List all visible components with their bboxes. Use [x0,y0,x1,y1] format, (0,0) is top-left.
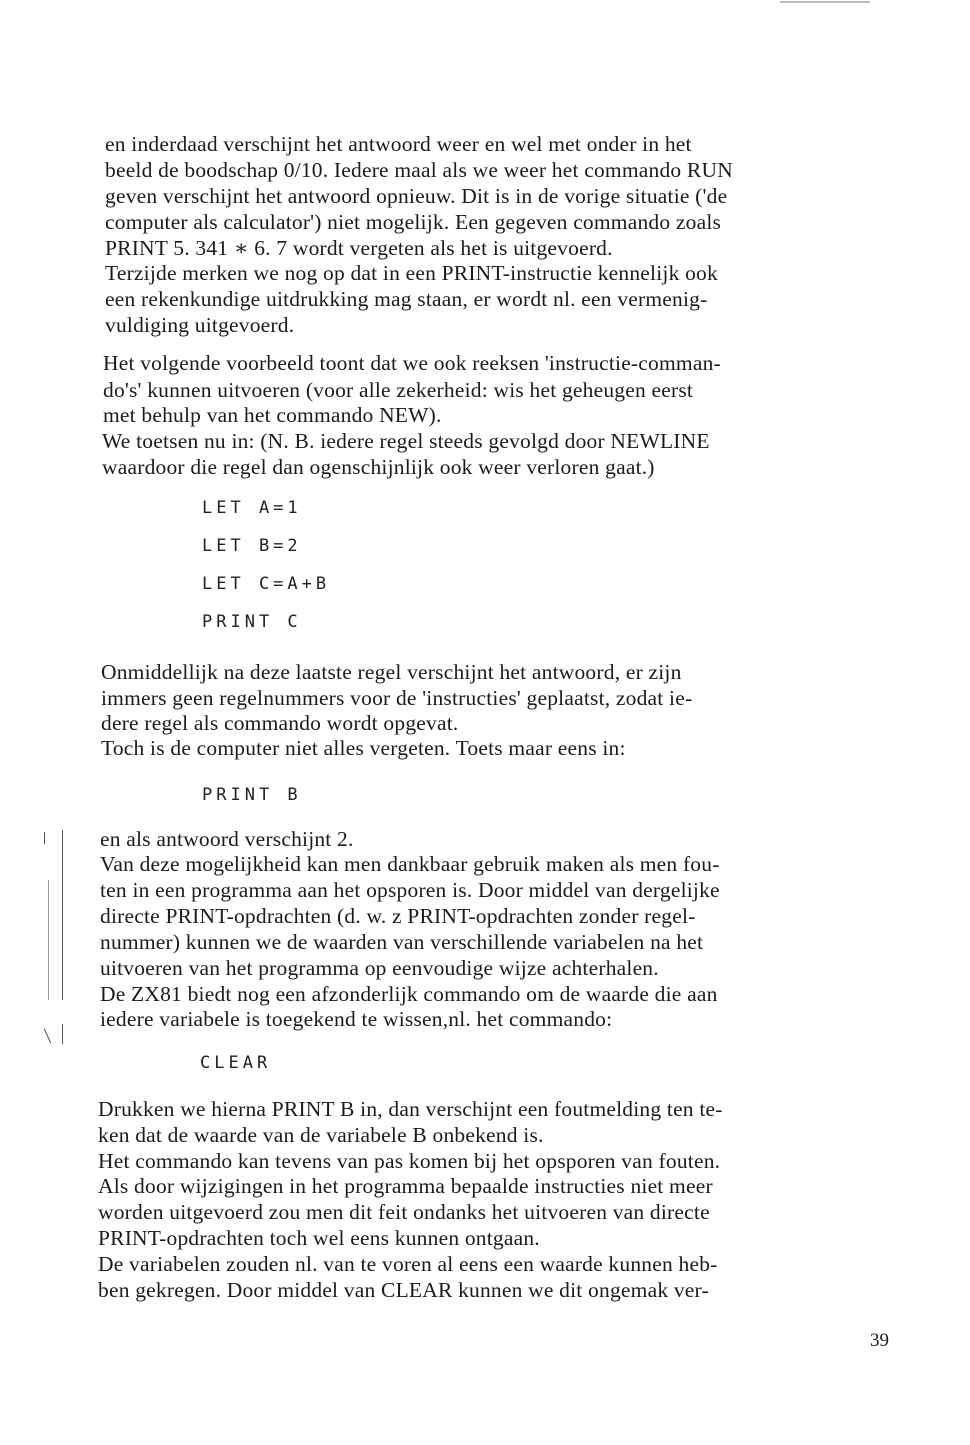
text-line: met behulp van het commando NEW). [103,403,442,427]
text-line: ken dat de waarde van de variabele B onbekend is. [98,1123,544,1147]
margin-mark [62,830,63,1000]
text-line: vuldiging uitgevoerd. [105,313,295,337]
text-line: dere regel als commando wordt opgevat. [101,711,459,735]
text-line: Het volgende voorbeeld toont dat we ook reeksen 'instructie-comman- [103,351,721,375]
scan-edge-mark [780,1,870,3]
text-line: Van deze mogelijkheid kan men dankbaar gebruik maken als men fou- [100,852,720,876]
code-line: LET C=A+B [202,574,331,594]
text-line: De ZX81 biedt nog een afzonderlijk commando om de waarde die aan [100,982,718,1006]
code-line: PRINT B [202,785,302,805]
text-line: Onmiddellijk na deze laatste regel verschijnt het antwoord, er zijn [101,660,682,684]
text-line: ben gekregen. Door middel van CLEAR kunnen we dit ongemak ver- [98,1278,709,1302]
code-line: LET B=2 [202,536,302,556]
text-line: geven verschijnt het antwoord opnieuw. Dit is in de vorige situatie ('de [105,184,728,208]
text-line: We toetsen nu in: (N. B. iedere regel steeds gevolgd door NEWLINE [102,429,710,453]
margin-mark [62,1024,63,1044]
text-line: worden uitgevoerd zou men dit feit ondanks het uitvoeren van directe [98,1200,710,1224]
text-line: uitvoeren van het programma op eenvoudige wijze achterhalen. [100,956,659,980]
text-line: Terzijde merken we nog op dat in een PRINT-instructie kennelijk ook [105,261,718,285]
text-line: een rekenkundige uitdrukking mag staan, er wordt nl. een vermenig- [105,287,708,311]
text-line: do's' kunnen uitvoeren (voor alle zekerheid: wis het geheugen eerst [103,378,694,402]
text-line: PRINT 5. 341 ∗ 6. 7 wordt vergeten als het is uitgevoerd. [105,236,613,260]
margin-mark [44,1029,52,1044]
text-line: directe PRINT-opdrachten (d. w. z PRINT-opdrachten zonder regel- [100,904,696,928]
text-line: waardoor die regel dan ogenschijnlijk ook weer verloren gaat.) [102,455,655,479]
code-line: LET A=1 [202,498,302,518]
text-line: immers geen regelnummers voor de 'instructies' geplaatst, zodat ie- [101,686,693,710]
margin-mark [44,832,45,844]
page-number: 39 [870,1330,889,1351]
text-line: en als antwoord verschijnt 2. [100,827,354,851]
text-line: PRINT-opdrachten toch wel eens kunnen ontgaan. [98,1226,540,1250]
text-line: ten in een programma aan het opsporen is. Door middel van dergelijke [100,878,720,902]
text-line: Het commando kan tevens van pas komen bij het opsporen van fouten. [98,1149,721,1173]
text-line: computer als calculator') niet mogelijk. Een gegeven commando zoals [105,210,722,234]
text-line: Toch is de computer niet alles vergeten. Toets maar eens in: [101,736,626,760]
text-line: beeld de boodschap 0/10. Iedere maal als we weer het commando RUN [105,158,733,182]
text-line: Drukken we hierna PRINT B in, dan verschijnt een foutmelding ten te- [98,1097,723,1121]
text-line: en inderdaad verschijnt het antwoord weer en wel met onder in het [105,132,692,156]
text-line: De variabelen zouden nl. van te voren al eens een waarde kunnen heb- [98,1252,718,1276]
code-line: PRINT C [202,612,302,632]
code-line: CLEAR [200,1053,272,1073]
text-line: iedere variabele is toegekend te wissen,nl. het commando: [100,1007,613,1031]
text-line: nummer) kunnen we de waarden van verschillende variabelen na het [100,930,704,954]
text-line: Als door wijzigingen in het programma bepaalde instructies niet meer [98,1174,713,1198]
margin-mark [48,880,49,1000]
